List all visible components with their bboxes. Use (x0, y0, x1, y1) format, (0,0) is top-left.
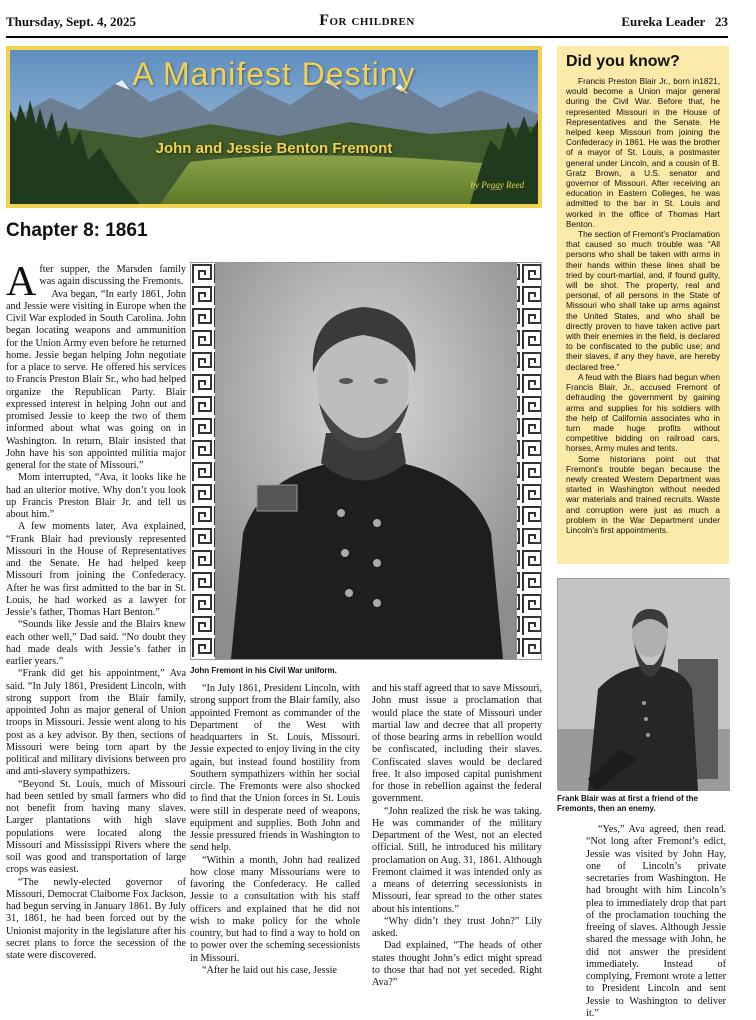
article-paragraph: “Beyond St. Louis, much of Missouri had been settled by small farmers who did not benefit from having many slaves. Larger plantations with high slave populations were located along the Missouri and Mississippi Rivers where the soil was good and transportation of large crops was easiest. (6, 778, 186, 876)
article-column-1 (6, 259, 186, 962)
article-paragraph: “The newly-elected governor of Missouri, Democrat Claiborne Fox Jackson, had begun serving in January 1861. By July 31, 1861, he had been forced out by the Unionist majority in the legislature after his secret plans to force the secession of the state were discovered. (6, 876, 186, 961)
banner-title: A Manifest Destiny (132, 56, 416, 92)
article-paragraph: “Frank did get his appointment,” Ava said. “In July 1861, President Lincoln, with strong support from the Blair family, appointed John as major general of Union troops in Missouri. Jessie went along to his post as a key advisor. By then, sections of Missouri were being torn apart by the political and military divisions between pro and anti-slavery sympathizers. (6, 668, 186, 778)
photo-caption-blair: Frank Blair was at first a friend of the Fremonts, then an enemy. (557, 794, 698, 813)
drop-cap: A (6, 259, 37, 305)
fremont-portrait (190, 262, 542, 660)
publication-name: Eureka Leader (621, 14, 706, 29)
did-you-know-sidebar (557, 46, 729, 564)
sidebar-paragraph: A feud with the Blairs had begun when Francis Blair, Jr., accused Fremont of defrauding the government by gaining arms and supplies for his soldiers with the help of California associates who in turn made huge profits without competitive bidding on railroad cars, horses, Army mules and tents. (566, 371, 720, 454)
sidebar-paragraph: Some historians point out that Fremont’s trouble began because the newly created Western Department was started in Washington without needed war materials and trained recruits. Waste and corruption were just as much a problem in the War Department under Lincoln’s first appointments. (566, 453, 720, 535)
page-header (6, 10, 728, 36)
title-banner (6, 46, 542, 208)
article-paragraph: After supper, the Marsden family was again discussing the Fremonts. (6, 259, 186, 305)
article-paragraph: “Yes,” Ava agreed, then read. “Not long after Fremont’s edict, Jessie was visited by John Hay, one of Lincoln’s private secretaries from Washington. He had brought with him Lincoln’s plea to immediately drop that part of the proclamation touching the freeing of slaves. Although Jessie shared the message with John, he did not answer the president immediately. Instead of complying, Fremont wrote a letter to President Lincoln and sent Jessie to Washington to deliver it.” (586, 824, 726, 1019)
article-paragraph: and his staff agreed that to save Missouri, John must issue a proclamation that would place the state of Missouri under martial law and decree that all property of those bearing arms in rebellion would be confiscated, including their slaves. Confiscated slaves would be declared free. It also imposed capital punishment for those in rebellion against the federal government. (372, 683, 542, 805)
article-paragraph: “Within a month, John had realized how close many Missourians were to favoring the Confederacy. He called Jessie to a consultation with his staff officers and explained that he did not wish to make policy for the whole country, but had to find a way to hold on to power over the scheming secessionists in Missouri. (190, 854, 360, 964)
frank-blair-photo (557, 578, 729, 790)
photo-caption-fremont: John Fremont in his Civil War uniform. (190, 666, 337, 675)
article-paragraph: A few moments later, Ava explained, “Frank Blair had previously represented Missouri in the House of Representatives and the Senate. He had helped keep Missouri from joining the Confederacy. After he was first admitted to the bar in St. Louis, he had worked as a lawyer for Jessie’s father, Thomas Hart Benton.” (6, 521, 186, 618)
article-paragraph: Mom interrupted, “Ava, it looks like he had an ulterior motive. Why don’t you look up Francis Preston Blair Jr. and tell us about him.” (6, 472, 186, 520)
fremont-portrait-illustration (191, 263, 541, 659)
article-paragraph: “Why didn’t they trust John?” Lily asked. (372, 915, 542, 939)
section-title: For children (319, 12, 415, 29)
article-paragraph: Ava began, “In early 1861, John and Jessie were visiting in Europe when the Civil War exploded in South Carolina. John began locating weapons and ammunition for the Union Army even before he returned home. Jessie began helping John negotiate for a place to serve. He offered his services to Francis Preston Blair Sr., who had helped organize the Republican Party. Blair expressed interest in helping John out and promised Jessie to keep the two of them informed about what was going on in Washington. In return, Blair insisted that John have his son appointed militia major general for the state of Missouri.” (6, 288, 186, 471)
chapter-title: Chapter 8: 1861 (6, 220, 148, 241)
article-paragraph: “After he laid out his case, Jessie (202, 964, 337, 976)
article-paragraph: “John realized the risk he was taking. He was commander of the military Department of the West, not an elected official. Still, he introduced his military proclamation on Aug. 31, 1861. Although Fremont claimed it was intended only as a means of deterring secessionists in Missouri, fear spread to the other states about his intentions.” (372, 805, 542, 915)
article-column-4 (586, 824, 726, 1020)
banner-byline: by Peggy Reed (470, 180, 524, 190)
article-column-3 (372, 683, 542, 989)
article-paragraph: “Sounds like Jessie and the Blairs knew each other well,” Dad said. “No doubt they had made deals with Jessie’s father in earlier years.” (6, 619, 186, 667)
sidebar-paragraph: The section of Fremont’s Proclamation that caused so much trouble was “All persons who shall be taken with arms in their hands within these lines shall be tried by court-martial, and, if found guilty, will be shot. The property, real and personal, of all persons in the State of Missouri who shall take up arms against the United States, and who shall be directly proven to have taken active part with their enemies in the field, is declared to be confiscated to the public use; and their slaves, if any they have, are hereby declared free.” (566, 229, 720, 372)
header-rule (6, 36, 728, 38)
article-paragraph: “In July 1861, President Lincoln, with strong support from the Blair family, also appointed Fremont as commander of the Department of the West with headquarters in St. Louis, Missouri. Jessie expected to enjoy living in the city again, but instead found hostility from Southern sympathizers within her social circle. The Fremonts were also shocked to find that the Union forces in St. Louis were still in desperate need of weapons, equipment and supplies. Both John and Jessie pressured friends in Washington to send help. (190, 683, 360, 854)
article-paragraph: Dad explained, “The heads of other states thought John’s edict might spread to those that had not yet seceded. Right Ava?” (372, 940, 542, 988)
sidebar-paragraph: Francis Preston Blair Jr., born in1821, would become a Union major general during the Civil War. Before that, he represented Missouri in the House of Representatives and the Senate. He helped keep Missouri from joining the Confederacy in 1861. He was the brother of a mayor of St. Louis, a postmaster general under Lincoln, and a cousin of B. Gratz Brown, a U.S. senator and governor of Missouri. After receiving an education in Eastern Colleges, he was admitted to the bar in St. Louis and worked in the office of Thomas Hart Benton. (566, 76, 720, 229)
publication-and-page (621, 14, 728, 30)
frank-blair-illustration (558, 579, 730, 791)
issue-date: Thursday, Sept. 4, 2025 (6, 14, 137, 29)
page-number: 23 (715, 14, 728, 29)
sidebar-body (566, 76, 720, 535)
article-column-2 (190, 683, 360, 977)
banner-subtitle: John and Jessie Benton Fremont (155, 140, 393, 157)
sidebar-title: Did you know? (566, 53, 680, 70)
